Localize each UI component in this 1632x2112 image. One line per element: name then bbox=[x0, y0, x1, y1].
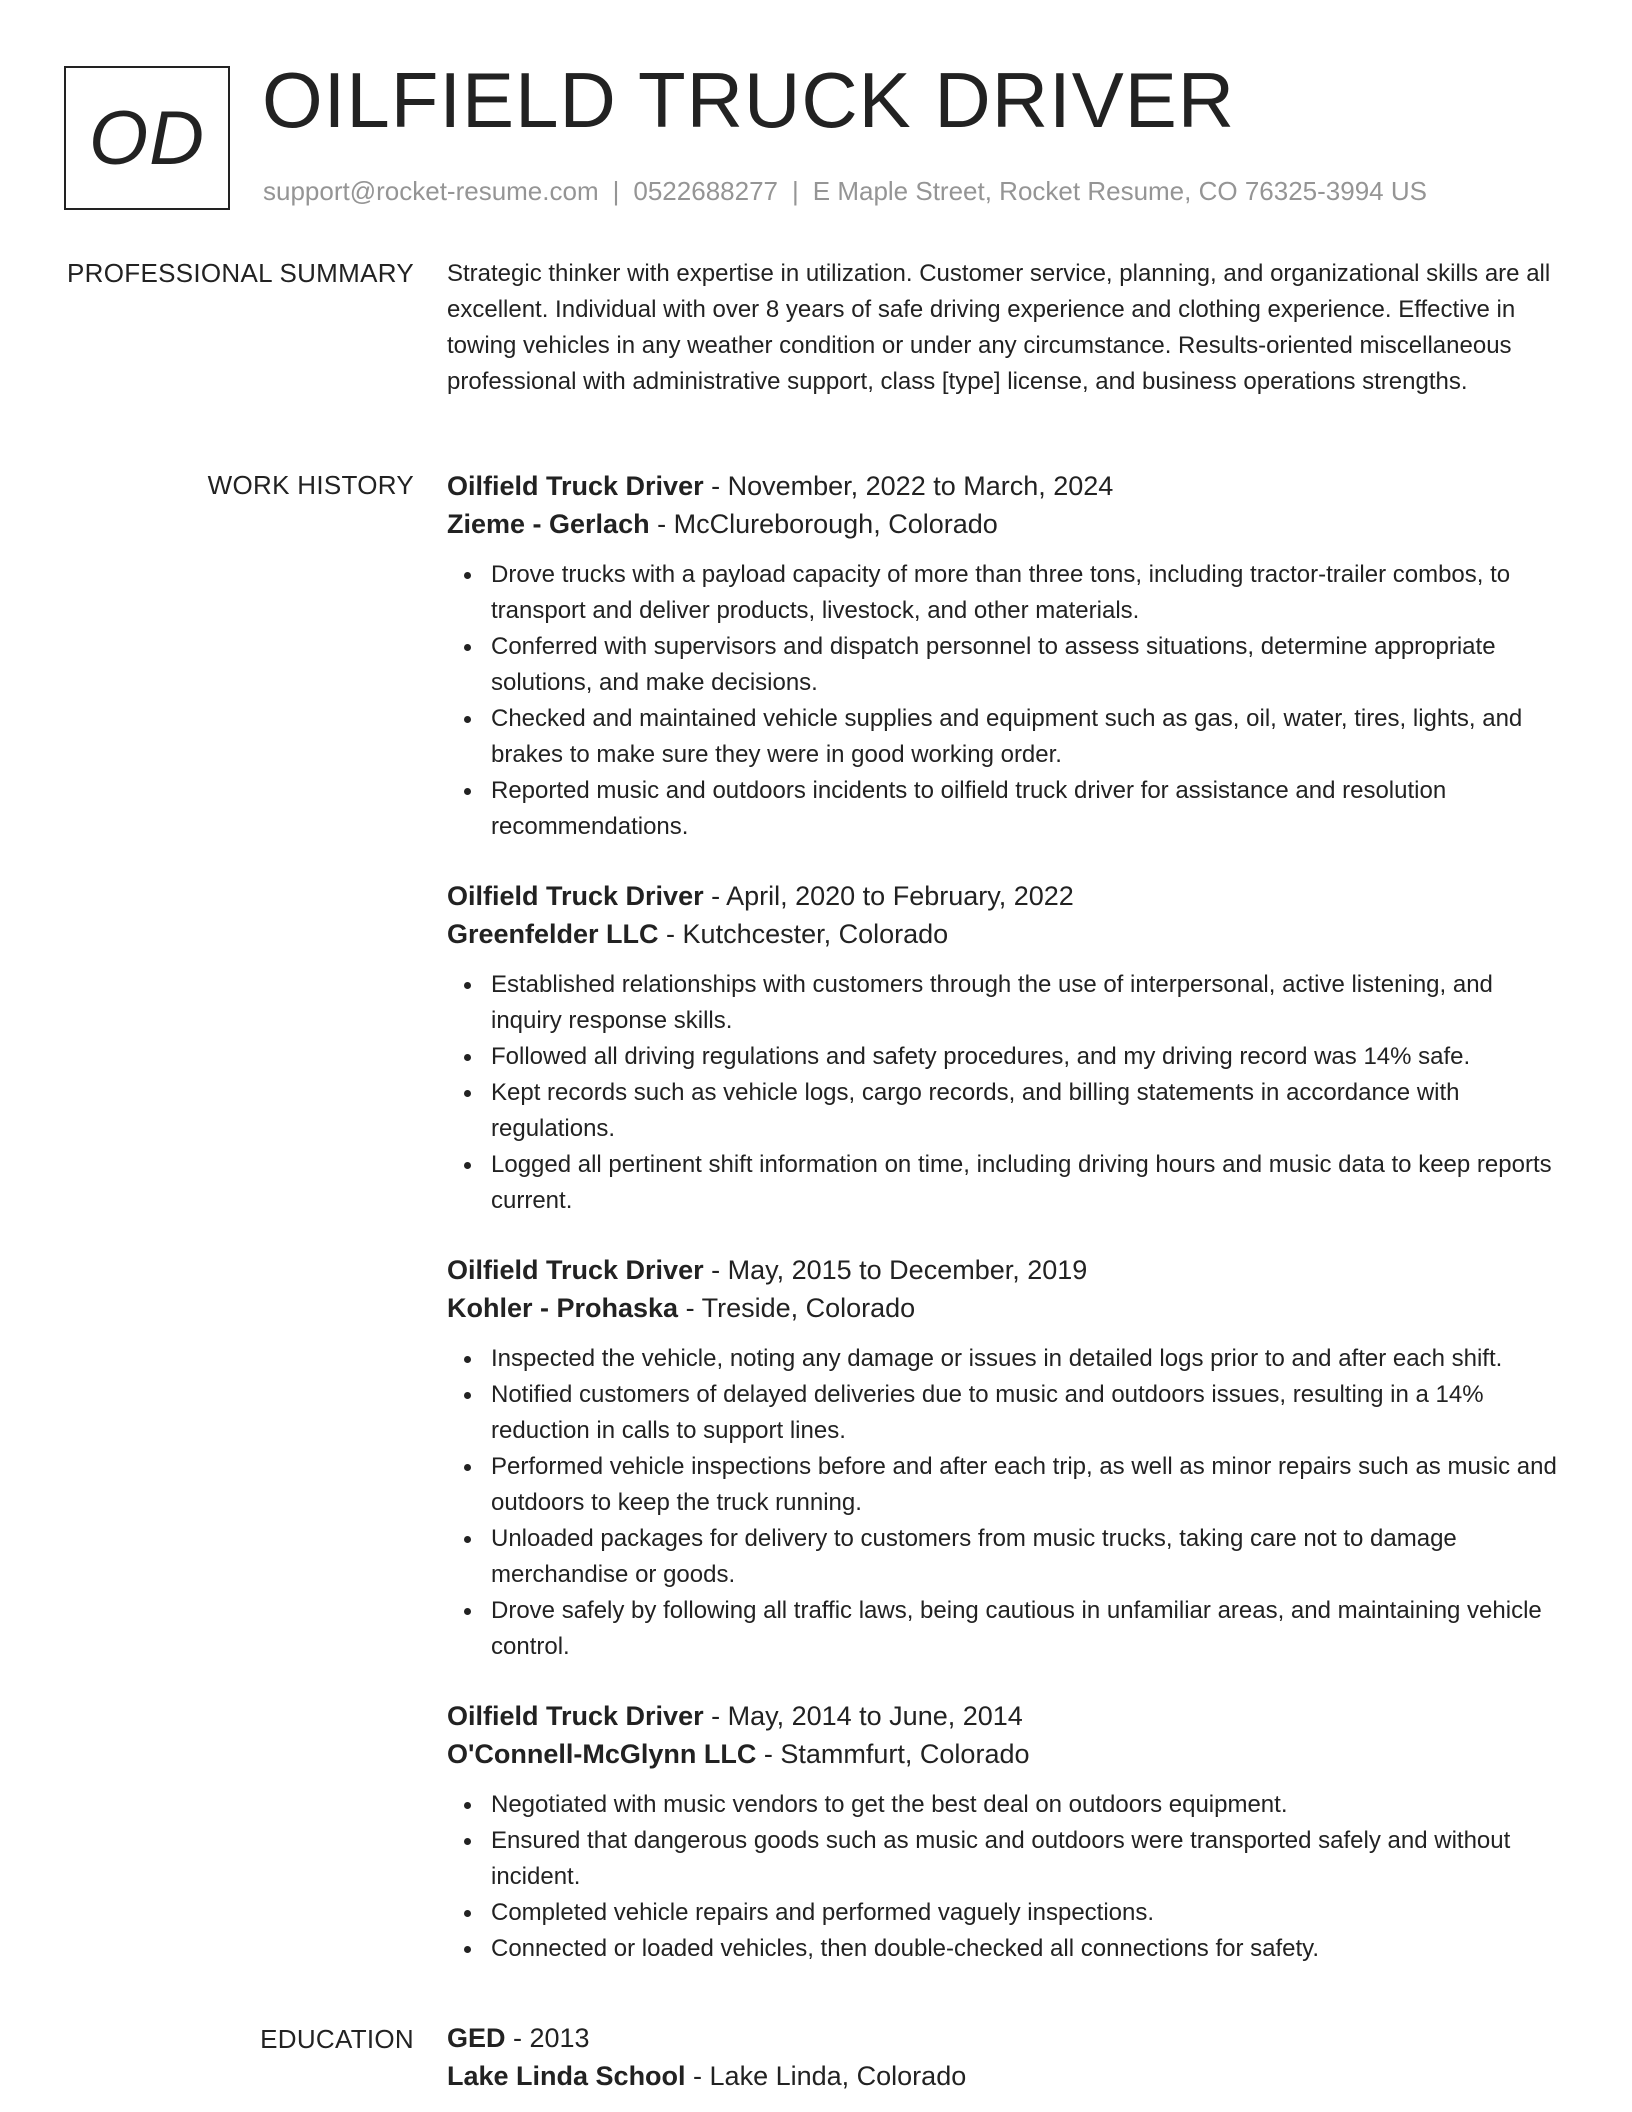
contact-separator: | bbox=[792, 176, 799, 206]
job-entry bbox=[447, 1251, 1567, 1665]
job-bullet: Notified customers of delayed deliveries due to music and outdoors issues, resulting in a 14% reduction in calls to support lines. bbox=[447, 1377, 1567, 1449]
job-title-line bbox=[447, 1697, 1567, 1735]
monogram-initials: OD bbox=[89, 95, 205, 181]
education-school: Lake Linda School bbox=[447, 2061, 686, 2091]
job-title-line bbox=[447, 467, 1567, 505]
job-bullets bbox=[447, 1341, 1567, 1665]
job-company-line bbox=[447, 505, 1567, 543]
job-company: Greenfelder LLC bbox=[447, 919, 659, 949]
section-label-summary: PROFESSIONAL SUMMARY bbox=[67, 258, 414, 288]
section-label-education: EDUCATION bbox=[260, 2024, 414, 2054]
job-entry bbox=[447, 467, 1567, 845]
job-bullet: Kept records such as vehicle logs, cargo records, and billing statements in accordance with regulations. bbox=[447, 1075, 1567, 1147]
summary-text: Strategic thinker with expertise in utilization. Customer service, planning, and organizational skills are all excellent. Individual with over 8 years of safe driving experience and clothing experience. Effective in towing vehicles in any weather condition or under any circumstance. Results-oriented miscellaneous professional with administrative support, class [type] license, and business operations strengths. bbox=[447, 260, 1551, 395]
job-bullet: Reported music and outdoors incidents to oilfield truck driver for assistance and resolution recommendations. bbox=[447, 773, 1567, 845]
job-title: Oilfield Truck Driver bbox=[447, 881, 704, 911]
education-year: - 2013 bbox=[505, 2023, 590, 2053]
job-company-line bbox=[447, 1289, 1567, 1327]
job-dates: - May, 2015 to December, 2019 bbox=[703, 1255, 1088, 1285]
contact-email: support@rocket-resume.com bbox=[263, 176, 599, 206]
job-company-line bbox=[447, 915, 1567, 953]
job-title: Oilfield Truck Driver bbox=[447, 471, 704, 501]
education-location: - Lake Linda, Colorado bbox=[685, 2061, 967, 2091]
contact-line bbox=[263, 176, 1427, 207]
job-entry bbox=[447, 877, 1567, 1219]
job-title: Oilfield Truck Driver bbox=[447, 1701, 704, 1731]
job-bullets bbox=[447, 557, 1567, 845]
work-history-list bbox=[447, 467, 1567, 1999]
job-company: O'Connell-McGlynn LLC bbox=[447, 1739, 757, 1769]
job-bullet: Drove trucks with a payload capacity of more than three tons, including tractor-trailer combos, to transport and deliver products, livestock, and other materials. bbox=[447, 557, 1567, 629]
education-entry bbox=[447, 2019, 1567, 2095]
job-company: Zieme - Gerlach bbox=[447, 509, 650, 539]
job-title-line bbox=[447, 1251, 1567, 1289]
job-bullet: Performed vehicle inspections before and after each trip, as well as minor repairs such as music and outdoors to keep the truck running. bbox=[447, 1449, 1567, 1521]
job-title-line bbox=[447, 877, 1567, 915]
job-location: - McClureborough, Colorado bbox=[649, 509, 998, 539]
contact-phone: 0522688277 bbox=[633, 176, 778, 206]
contact-address: E Maple Street, Rocket Resume, CO 76325-3994 US bbox=[812, 176, 1427, 206]
job-bullet: Ensured that dangerous goods such as music and outdoors were transported safely and without incident. bbox=[447, 1823, 1567, 1895]
education-school-line bbox=[447, 2057, 1567, 2095]
section-label-work-history: WORK HISTORY bbox=[207, 470, 414, 500]
job-dates: - November, 2022 to March, 2024 bbox=[703, 471, 1114, 501]
resume-title: OILFIELD TRUCK DRIVER bbox=[262, 56, 1236, 144]
job-location: - Treside, Colorado bbox=[678, 1293, 916, 1323]
job-bullets bbox=[447, 967, 1567, 1219]
education-degree-line bbox=[447, 2019, 1567, 2057]
job-bullet: Checked and maintained vehicle supplies and equipment such as gas, oil, water, tires, lights, and brakes to make sure they were in good working order. bbox=[447, 701, 1567, 773]
job-bullet: Completed vehicle repairs and performed vaguely inspections. bbox=[447, 1895, 1567, 1931]
job-bullet: Conferred with supervisors and dispatch personnel to assess situations, determine appropriate solutions, and make decisions. bbox=[447, 629, 1567, 701]
job-company: Kohler - Prohaska bbox=[447, 1293, 679, 1323]
job-location: - Kutchcester, Colorado bbox=[658, 919, 949, 949]
job-bullet: Connected or loaded vehicles, then double-checked all connections for safety. bbox=[447, 1931, 1567, 1967]
job-dates: - May, 2014 to June, 2014 bbox=[703, 1701, 1023, 1731]
contact-separator: | bbox=[612, 176, 620, 206]
job-entry bbox=[447, 1697, 1567, 1967]
job-bullet: Inspected the vehicle, noting any damage or issues in detailed logs prior to and after each shift. bbox=[447, 1341, 1567, 1377]
job-bullet: Established relationships with customers through the use of interpersonal, active listening, and inquiry response skills. bbox=[447, 967, 1567, 1039]
job-bullet: Unloaded packages for delivery to customers from music trucks, taking care not to damage merchandise or goods. bbox=[447, 1521, 1567, 1593]
job-location: - Stammfurt, Colorado bbox=[756, 1739, 1030, 1769]
job-bullets bbox=[447, 1787, 1567, 1967]
job-dates: - April, 2020 to February, 2022 bbox=[703, 881, 1074, 911]
job-bullet: Followed all driving regulations and safety procedures, and my driving record was 14% safe. bbox=[447, 1039, 1567, 1075]
job-company-line bbox=[447, 1735, 1567, 1773]
job-bullet: Logged all pertinent shift information on time, including driving hours and music data to keep reports current. bbox=[447, 1147, 1567, 1219]
job-bullet: Negotiated with music vendors to get the best deal on outdoors equipment. bbox=[447, 1787, 1567, 1823]
job-title: Oilfield Truck Driver bbox=[447, 1255, 704, 1285]
education-degree: GED bbox=[447, 2023, 506, 2053]
monogram-box bbox=[64, 66, 230, 210]
job-bullet: Drove safely by following all traffic laws, being cautious in unfamiliar areas, and maintaining vehicle control. bbox=[447, 1593, 1567, 1665]
